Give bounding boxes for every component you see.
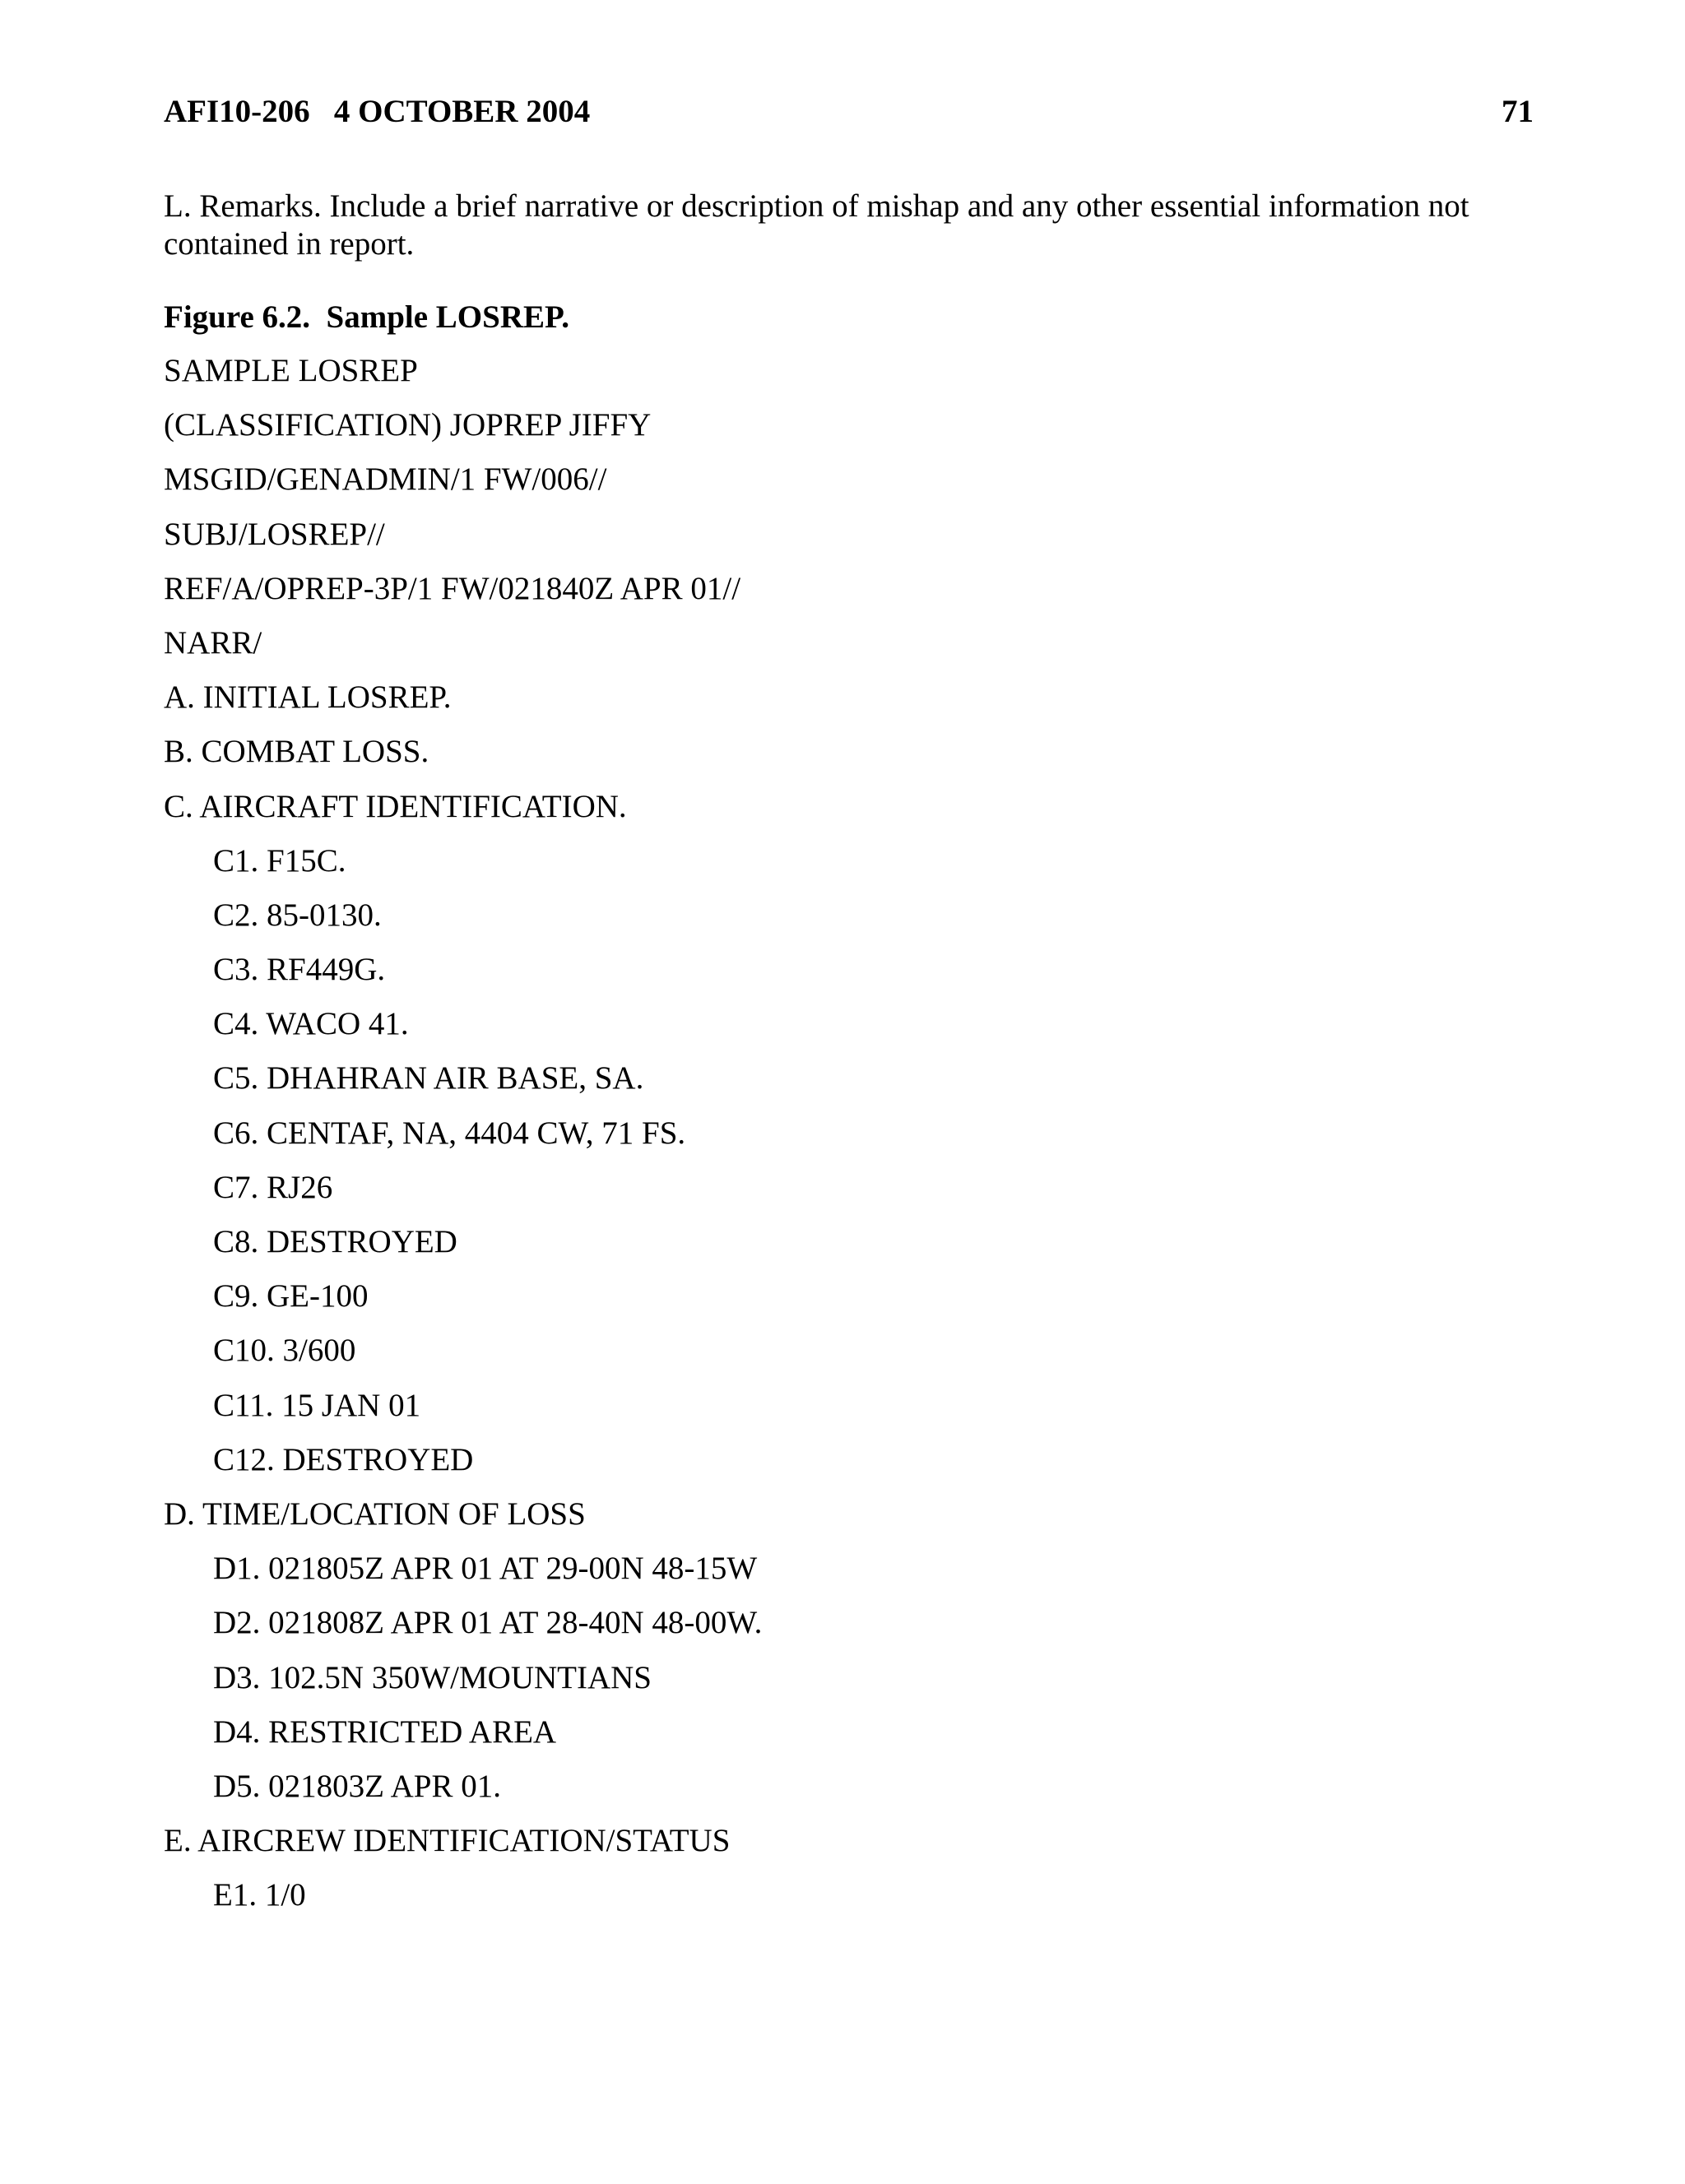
message-line: A. INITIAL LOSREP. (164, 679, 452, 716)
message-subitem: C12. DESTROYED (213, 1441, 474, 1477)
message-line: NARR/ (164, 624, 262, 661)
message-subitem: C6. CENTAF, NA, 4404 CW, 71 FS. (213, 1115, 686, 1151)
message-subitem: C4. WACO 41. (213, 1006, 409, 1042)
message-subitem: C9. GE-100 (213, 1278, 369, 1315)
document-id: AFI10-206 4 OCTOBER 2004 (164, 94, 591, 129)
message-subitem: D5. 021803Z APR 01. (213, 1768, 501, 1804)
figure-caption: Figure 6.2. Sample LOSREP. (164, 299, 569, 335)
message-line: MSGID/GENADMIN/1 FW/006// (164, 461, 607, 498)
message-subitem: D1. 021805Z APR 01 AT 29-00N 48-15W (213, 1551, 758, 1587)
message-subitem: C5. DHAHRAN AIR BASE, SA. (213, 1060, 644, 1097)
message-line: B. COMBAT LOSS. (164, 734, 429, 770)
message-subitem: D2. 021808Z APR 01 AT 28-40N 48-00W. (213, 1605, 763, 1641)
message-line: E. AIRCREW IDENTIFICATION/STATUS (164, 1823, 731, 1859)
message-subitem: C7. RJ26 (213, 1169, 333, 1205)
message-line: REF/A/OPREP-3P/1 FW/021840Z APR 01// (164, 570, 741, 606)
remarks-paragraph: L. Remarks. Include a brief narrative or description of mishap and any other essential information not contained in report. (164, 188, 1469, 262)
message-line: (CLASSIFICATION) JOPREP JIFFY (164, 407, 652, 443)
message-subitem: C10. 3/600 (213, 1333, 356, 1369)
message-subitem: C8. DESTROYED (213, 1224, 457, 1259)
message-subitem: E1. 1/0 (213, 1877, 306, 1913)
page-number: 71 (1502, 94, 1534, 129)
message-line: SUBJ/LOSREP// (164, 516, 385, 552)
message-line: C. AIRCRAFT IDENTIFICATION. (164, 788, 627, 824)
message-subitem: D3. 102.5N 350W/MOUNTIANS (213, 1659, 652, 1695)
message-subitem: C3. RF449G. (213, 952, 386, 988)
message-line: D. TIME/LOCATION OF LOSS (164, 1495, 586, 1532)
message-subitem: C2. 85-0130. (213, 897, 382, 933)
message-subitem: C11. 15 JAN 01 (213, 1387, 421, 1423)
sample-losrep-message (164, 348, 762, 1927)
message-subitem: D4. RESTRICTED AREA (213, 1713, 557, 1750)
page-header (164, 89, 1534, 135)
message-line: SAMPLE LOSREP (164, 353, 418, 388)
message-subitem: C1. F15C. (213, 842, 346, 879)
